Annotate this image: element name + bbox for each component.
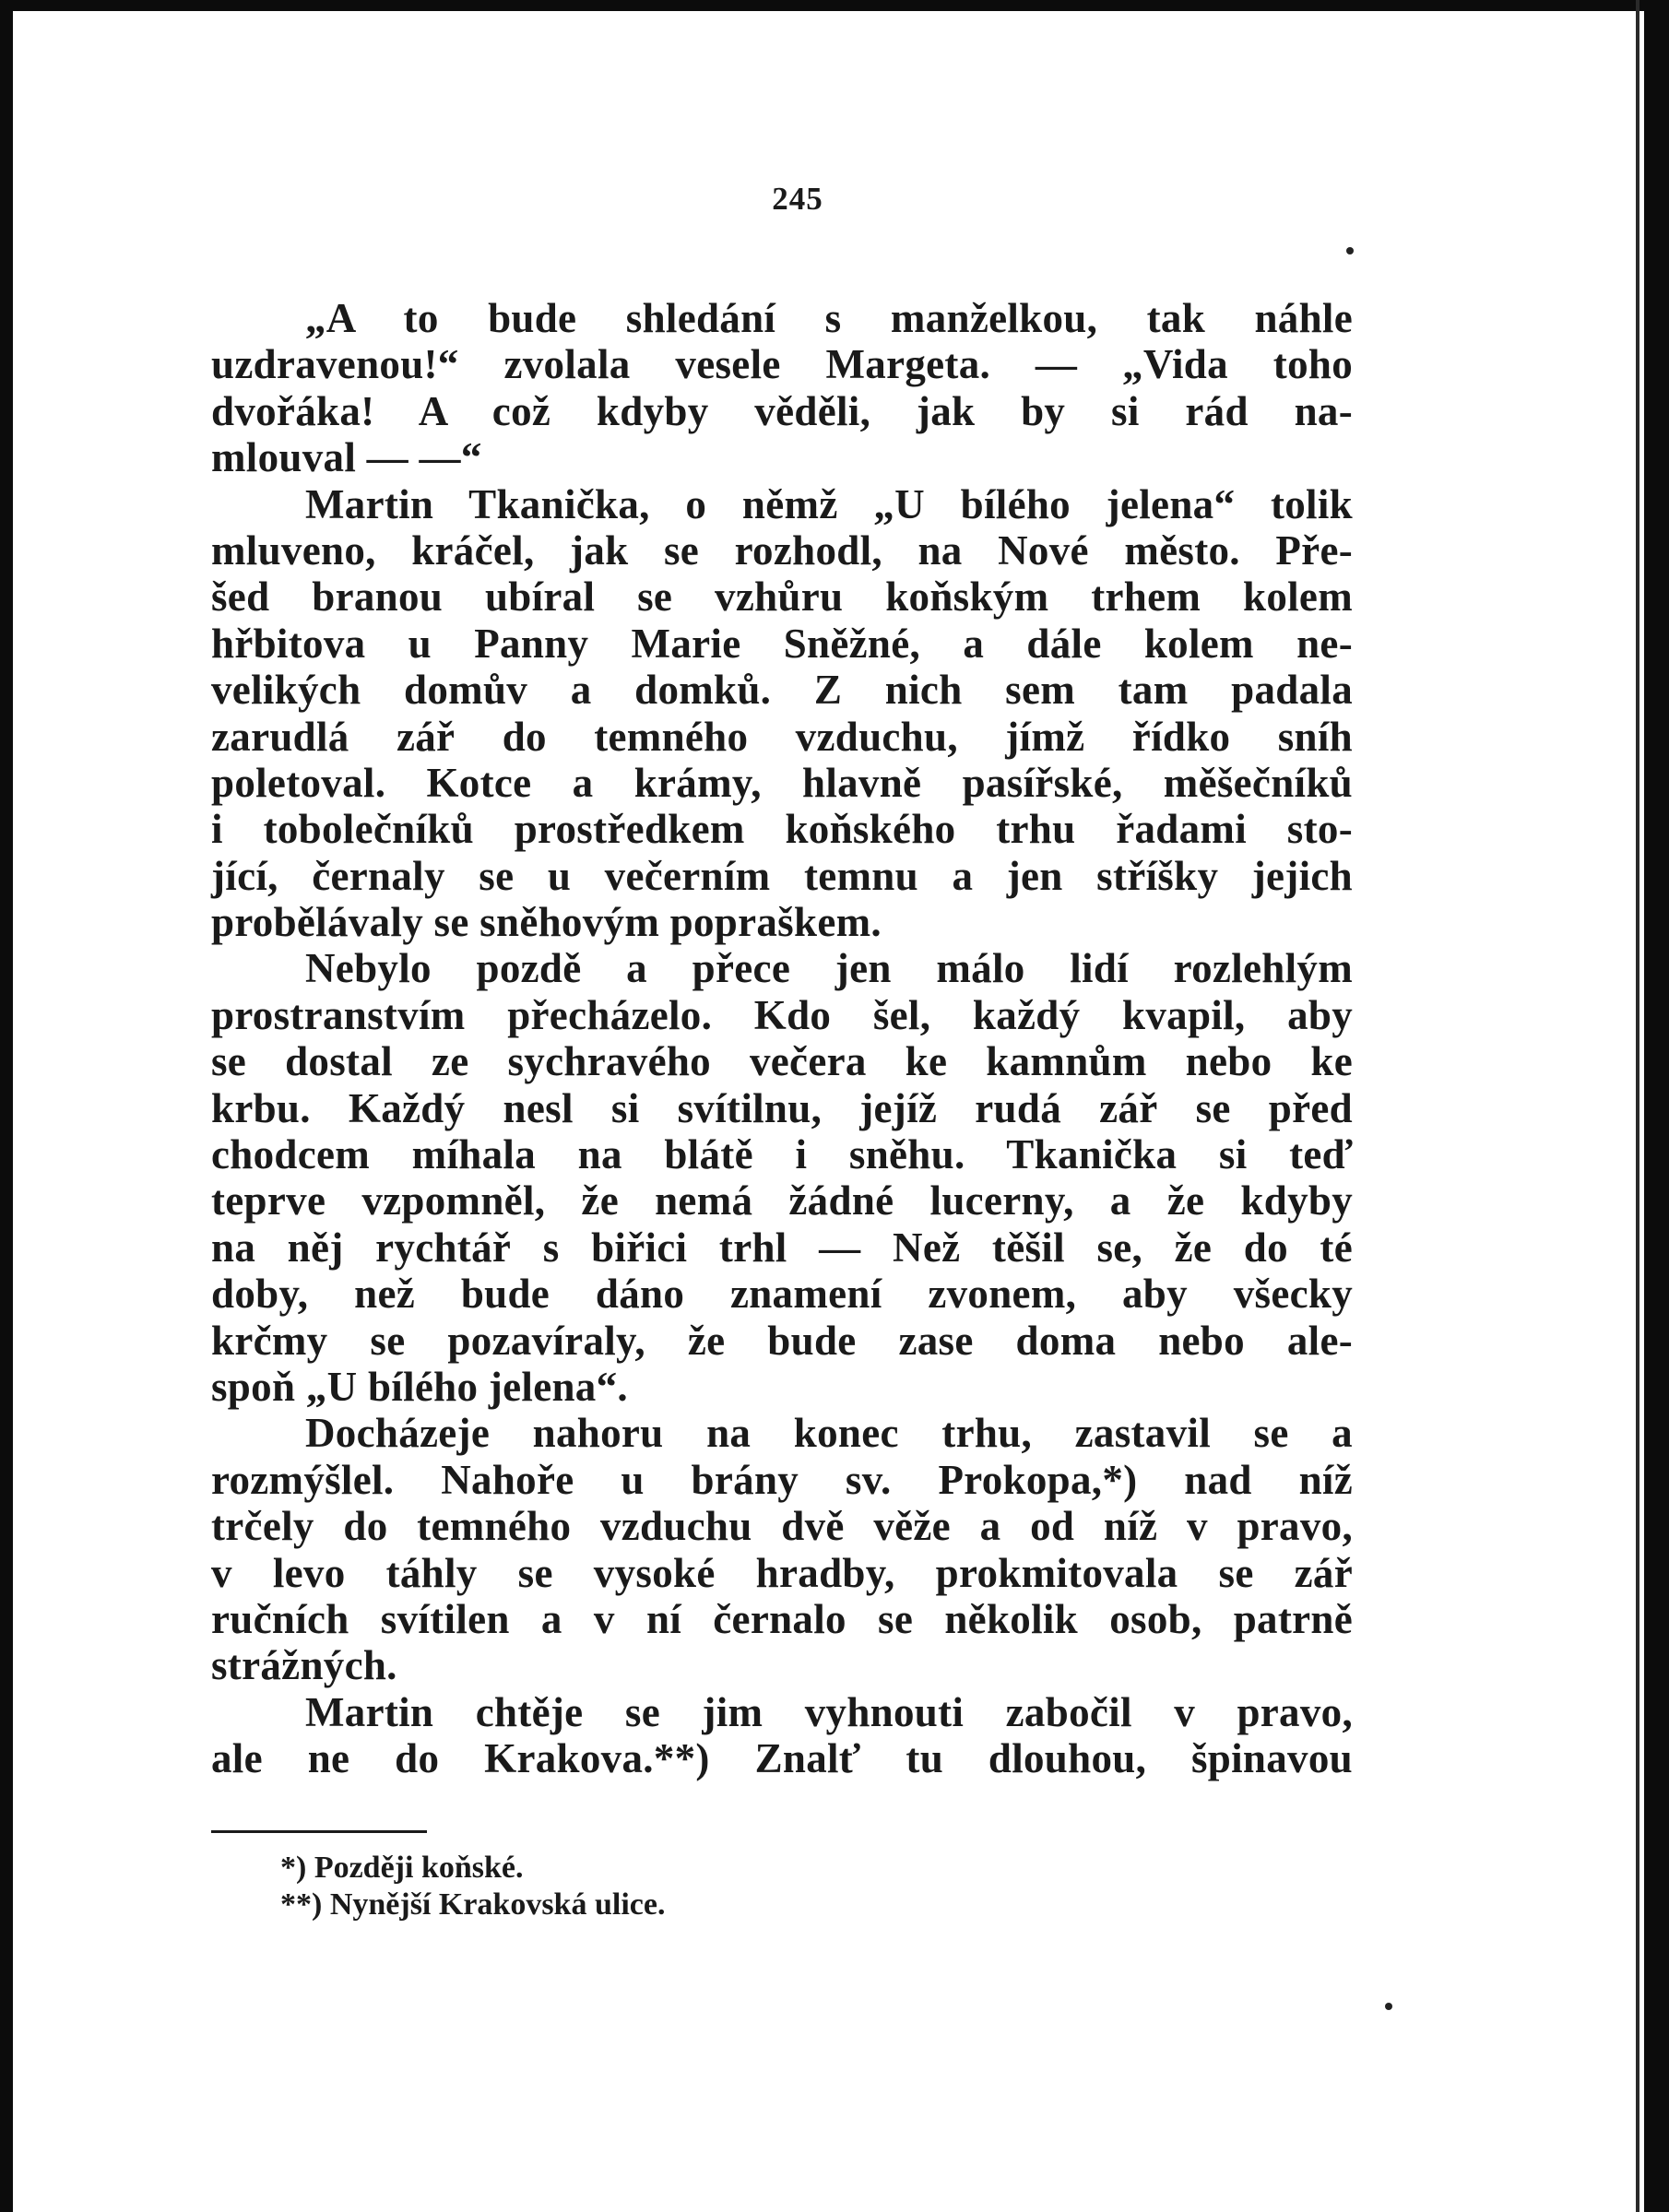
text-line: mluveno, kráčel, jak se rozhodl, na Nové město. Pře- (211, 526, 1353, 574)
text-line: Martin chtěje se jim vyhnouti zabočil v pravo, (305, 1688, 1353, 1735)
text-line: uzdravenou!“ zvolala vesele Margeta. — „Vida toho (211, 341, 1353, 388)
scan-edge-left (0, 0, 13, 2212)
scan-edge-right-inner (1636, 0, 1639, 2212)
text-line: šed branou ubíral se vzhůru koňským trhem kolem (211, 574, 1353, 621)
text-line: „A to bude shledání s manželkou, tak náhle (305, 295, 1353, 341)
text-line: teprve vzpomněl, že nemá žádné lucerny, a že kdyby (211, 1177, 1353, 1224)
text-line: probělávaly se sněhovým popraškem. (211, 899, 882, 946)
text-line: krčmy se pozavíraly, že bude zase doma nebo ale- (211, 1317, 1353, 1364)
text-line: krbu. Každý nesl si svítilnu, jejíž rudá zář se před (211, 1084, 1353, 1131)
text-line: Martin Tkanička, o němž „U bílého jelena“ tolik (305, 480, 1353, 527)
scan-speck (1346, 247, 1354, 254)
text-line: strážných. (211, 1642, 397, 1689)
text-line: na něj rychtář s biřici trhl — Než těšil se, že do té (211, 1224, 1353, 1271)
text-line: dvořáka! A což kdyby věděli, jak by si rád na- (211, 387, 1353, 434)
scan-speck (1385, 2003, 1392, 2010)
scan-edge-top (0, 0, 1669, 11)
text-line: Docházeje nahoru na konec trhu, zastavil se a (305, 1410, 1353, 1457)
footnote: **) Nynější Krakovská ulice. (280, 1887, 666, 1922)
text-line: poletoval. Kotce a krámy, hlavně pasířské, měšečníků (211, 759, 1353, 806)
text-line: zarudlá zář do temného vzduchu, jímž řídko sníh (211, 713, 1353, 760)
text-line: v levo táhly se vysoké hradby, prokmitovala se zář (211, 1549, 1353, 1596)
text-line: trčely do temného vzduchu dvě věže a od níž v pravo, (211, 1503, 1353, 1550)
footnote-rule (211, 1830, 427, 1833)
text-line: ručních svítilen a v ní černalo se několik osob, patrně (211, 1595, 1353, 1642)
text-line: ale ne do Krakova.**) Znalť tu dlouhou, špinavou (211, 1735, 1353, 1782)
footnote: *) Později koňské. (280, 1851, 524, 1885)
page-number: 245 (772, 181, 823, 217)
text-line: spoň „U bílého jelena“. (211, 1363, 628, 1410)
text-line: velikých domův a domků. Z nich sem tam padala (211, 667, 1353, 714)
body-text (211, 295, 1353, 1782)
text-line: se dostal ze sychravého večera ke kamnům nebo ke (211, 1038, 1353, 1085)
text-line: mlouval — —“ (211, 434, 482, 481)
text-line: chodcem míhala na blátě i sněhu. Tkanička si teď (211, 1131, 1353, 1178)
text-line: hřbitova u Panny Marie Sněžné, a dále kolem ne- (211, 620, 1353, 667)
text-line: jící, černaly se u večerním temnu a jen stříšky jejich (211, 852, 1353, 899)
scan-edge-right (1644, 0, 1669, 2212)
text-line: doby, než bude dáno znamení zvonem, aby všecky (211, 1271, 1353, 1318)
footnotes (280, 1850, 665, 1923)
text-line: i tobolečníků prostředkem koňského trhu řadami sto- (211, 806, 1353, 853)
text-line: prostranstvím přecházelo. Kdo šel, každý kvapil, aby (211, 991, 1353, 1038)
text-line: Nebylo pozdě a přece jen málo lidí rozlehlým (305, 945, 1353, 992)
text-line: rozmýšlel. Nahoře u brány sv. Prokopa,*) nad níž (211, 1456, 1353, 1503)
